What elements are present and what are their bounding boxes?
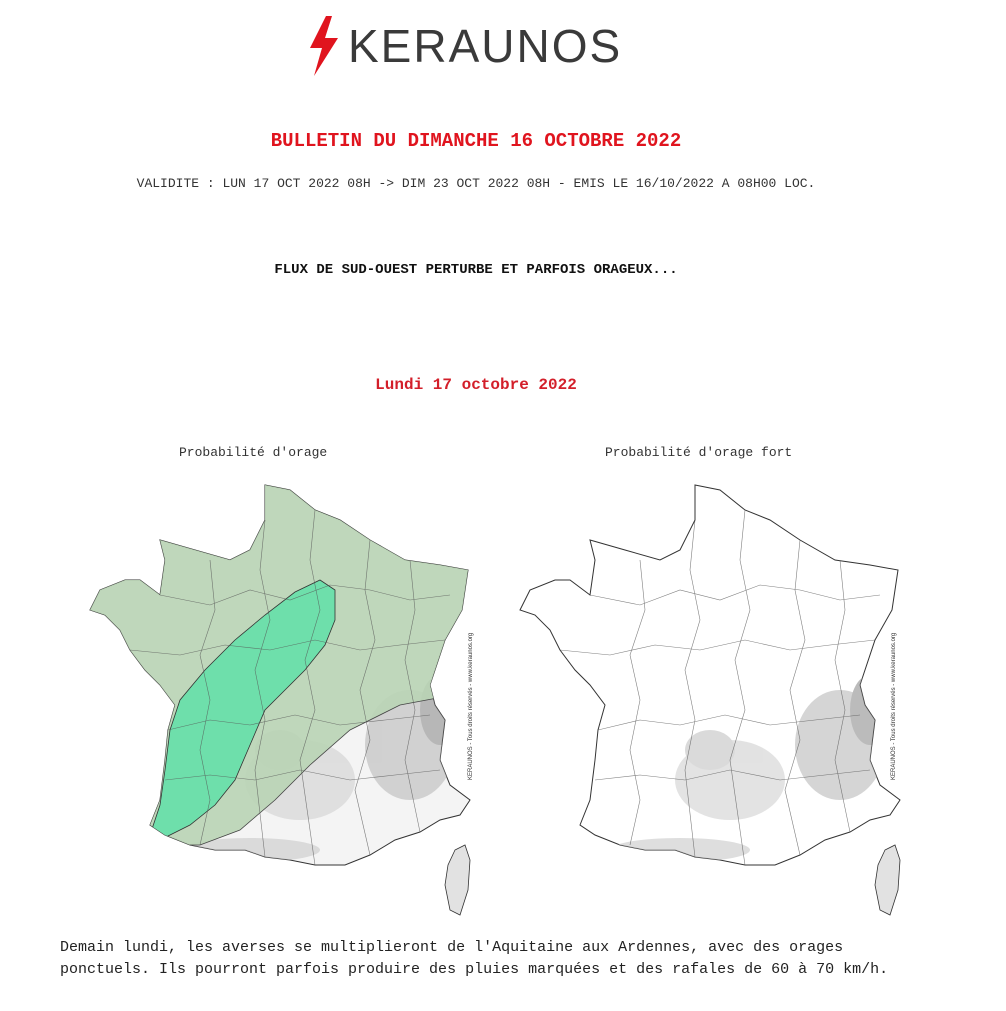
day-description: Demain lundi, les averses se multiplieront de l'Aquitaine aux Ardennes, avec des orages ponctuels. Ils pourront parfois produire des pluies marquées et des rafales de 60 à 70 km/h.: [60, 939, 889, 978]
day-title: Lundi 17 octobre 2022: [375, 376, 577, 394]
map-credit-left: KERAUNOS - Tous droits réservés - www.keraunos.org: [468, 632, 474, 780]
bulletin-headline: FLUX DE SUD-OUEST PERTURBE ET PARFOIS ORAGEUX...: [274, 262, 678, 278]
lightning-bolt-icon: [304, 14, 344, 78]
corsica-outline: [445, 845, 470, 915]
brand-wordmark: KERAUNOS: [348, 20, 623, 72]
bulletin-validity: VALIDITE : LUN 17 OCT 2022 08H -> DIM 23 OCT 2022 08H - EMIS LE 16/10/2022 A 08H00 LOC.: [136, 176, 816, 191]
map-label-strong-storm-probability: Probabilité d'orage fort: [605, 445, 793, 460]
map-credit-right: KERAUNOS - Tous droits réservés - www.keraunos.org: [891, 632, 897, 780]
storm-probability-map: [50, 480, 480, 930]
map-label-storm-probability: Probabilité d'orage: [179, 445, 328, 460]
strong-storm-probability-map: [480, 480, 910, 930]
keraunos-logo: [304, 12, 649, 80]
corsica-outline: [875, 845, 900, 915]
bulletin-title: BULLETIN DU DIMANCHE 16 OCTOBRE 2022: [270, 130, 682, 152]
